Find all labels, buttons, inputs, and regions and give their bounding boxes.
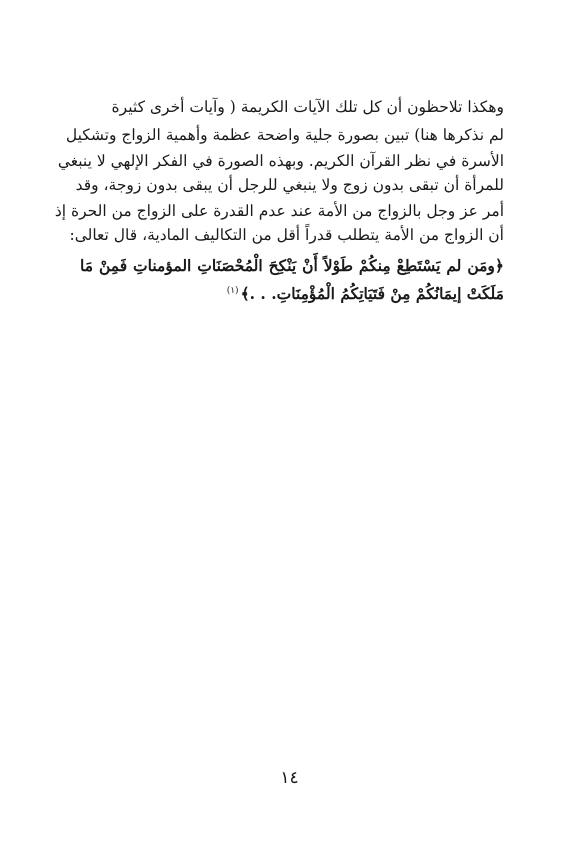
paragraph-line-4: للمرأة أن تبقى بدون زوج ولا ينبغي للرجل أن يبقى بدون زوجة، وقد (75, 176, 504, 194)
page-number: ١٤ (280, 768, 299, 788)
paragraph-line-2: لم نذكرها هنا) تبين بصورة جلية واضحة عظمة وأهمية الزواج وتشكيل (65, 126, 504, 144)
paragraph-line-5: أمر عز وجل بالزواج من الأمة عند عدم القدرة على الزواج من الحرة إذ (54, 202, 504, 220)
paragraph-line-3: الأسرة في نظر القرآن الكريم. وبهذه الصورة في الفكر الإلهي لا ينبغي (57, 152, 504, 170)
quran-verse-line-2 (80, 281, 504, 303)
quran-verse-line-1: ﴿ومَن لم يَسْتَطِعْ مِنكُمْ طَوْلاً أَنْ يَنْكِحَ الْمُحْصَنَاتِ المؤمناتِ فَمِنْ مَا (80, 256, 504, 275)
quran-verse-line-2-text: مَلَكَتْ إيمَانُكُمْ مِنْ فَتَيَاتِكُمُ الْمُؤْمِنَاتِ. . .﴾ (240, 284, 504, 304)
paragraph-line-6: أن الزواج من الأمة يتطلب قدراً أقل من التكاليف المادية، قال تعالى: (69, 226, 504, 244)
paragraph-line-1: وهكذا تلاحظون أن كل تلك الآيات الكريمة ( وآيات أخرى كثيرة (111, 98, 504, 116)
footnote-reference: (١) (226, 286, 239, 296)
